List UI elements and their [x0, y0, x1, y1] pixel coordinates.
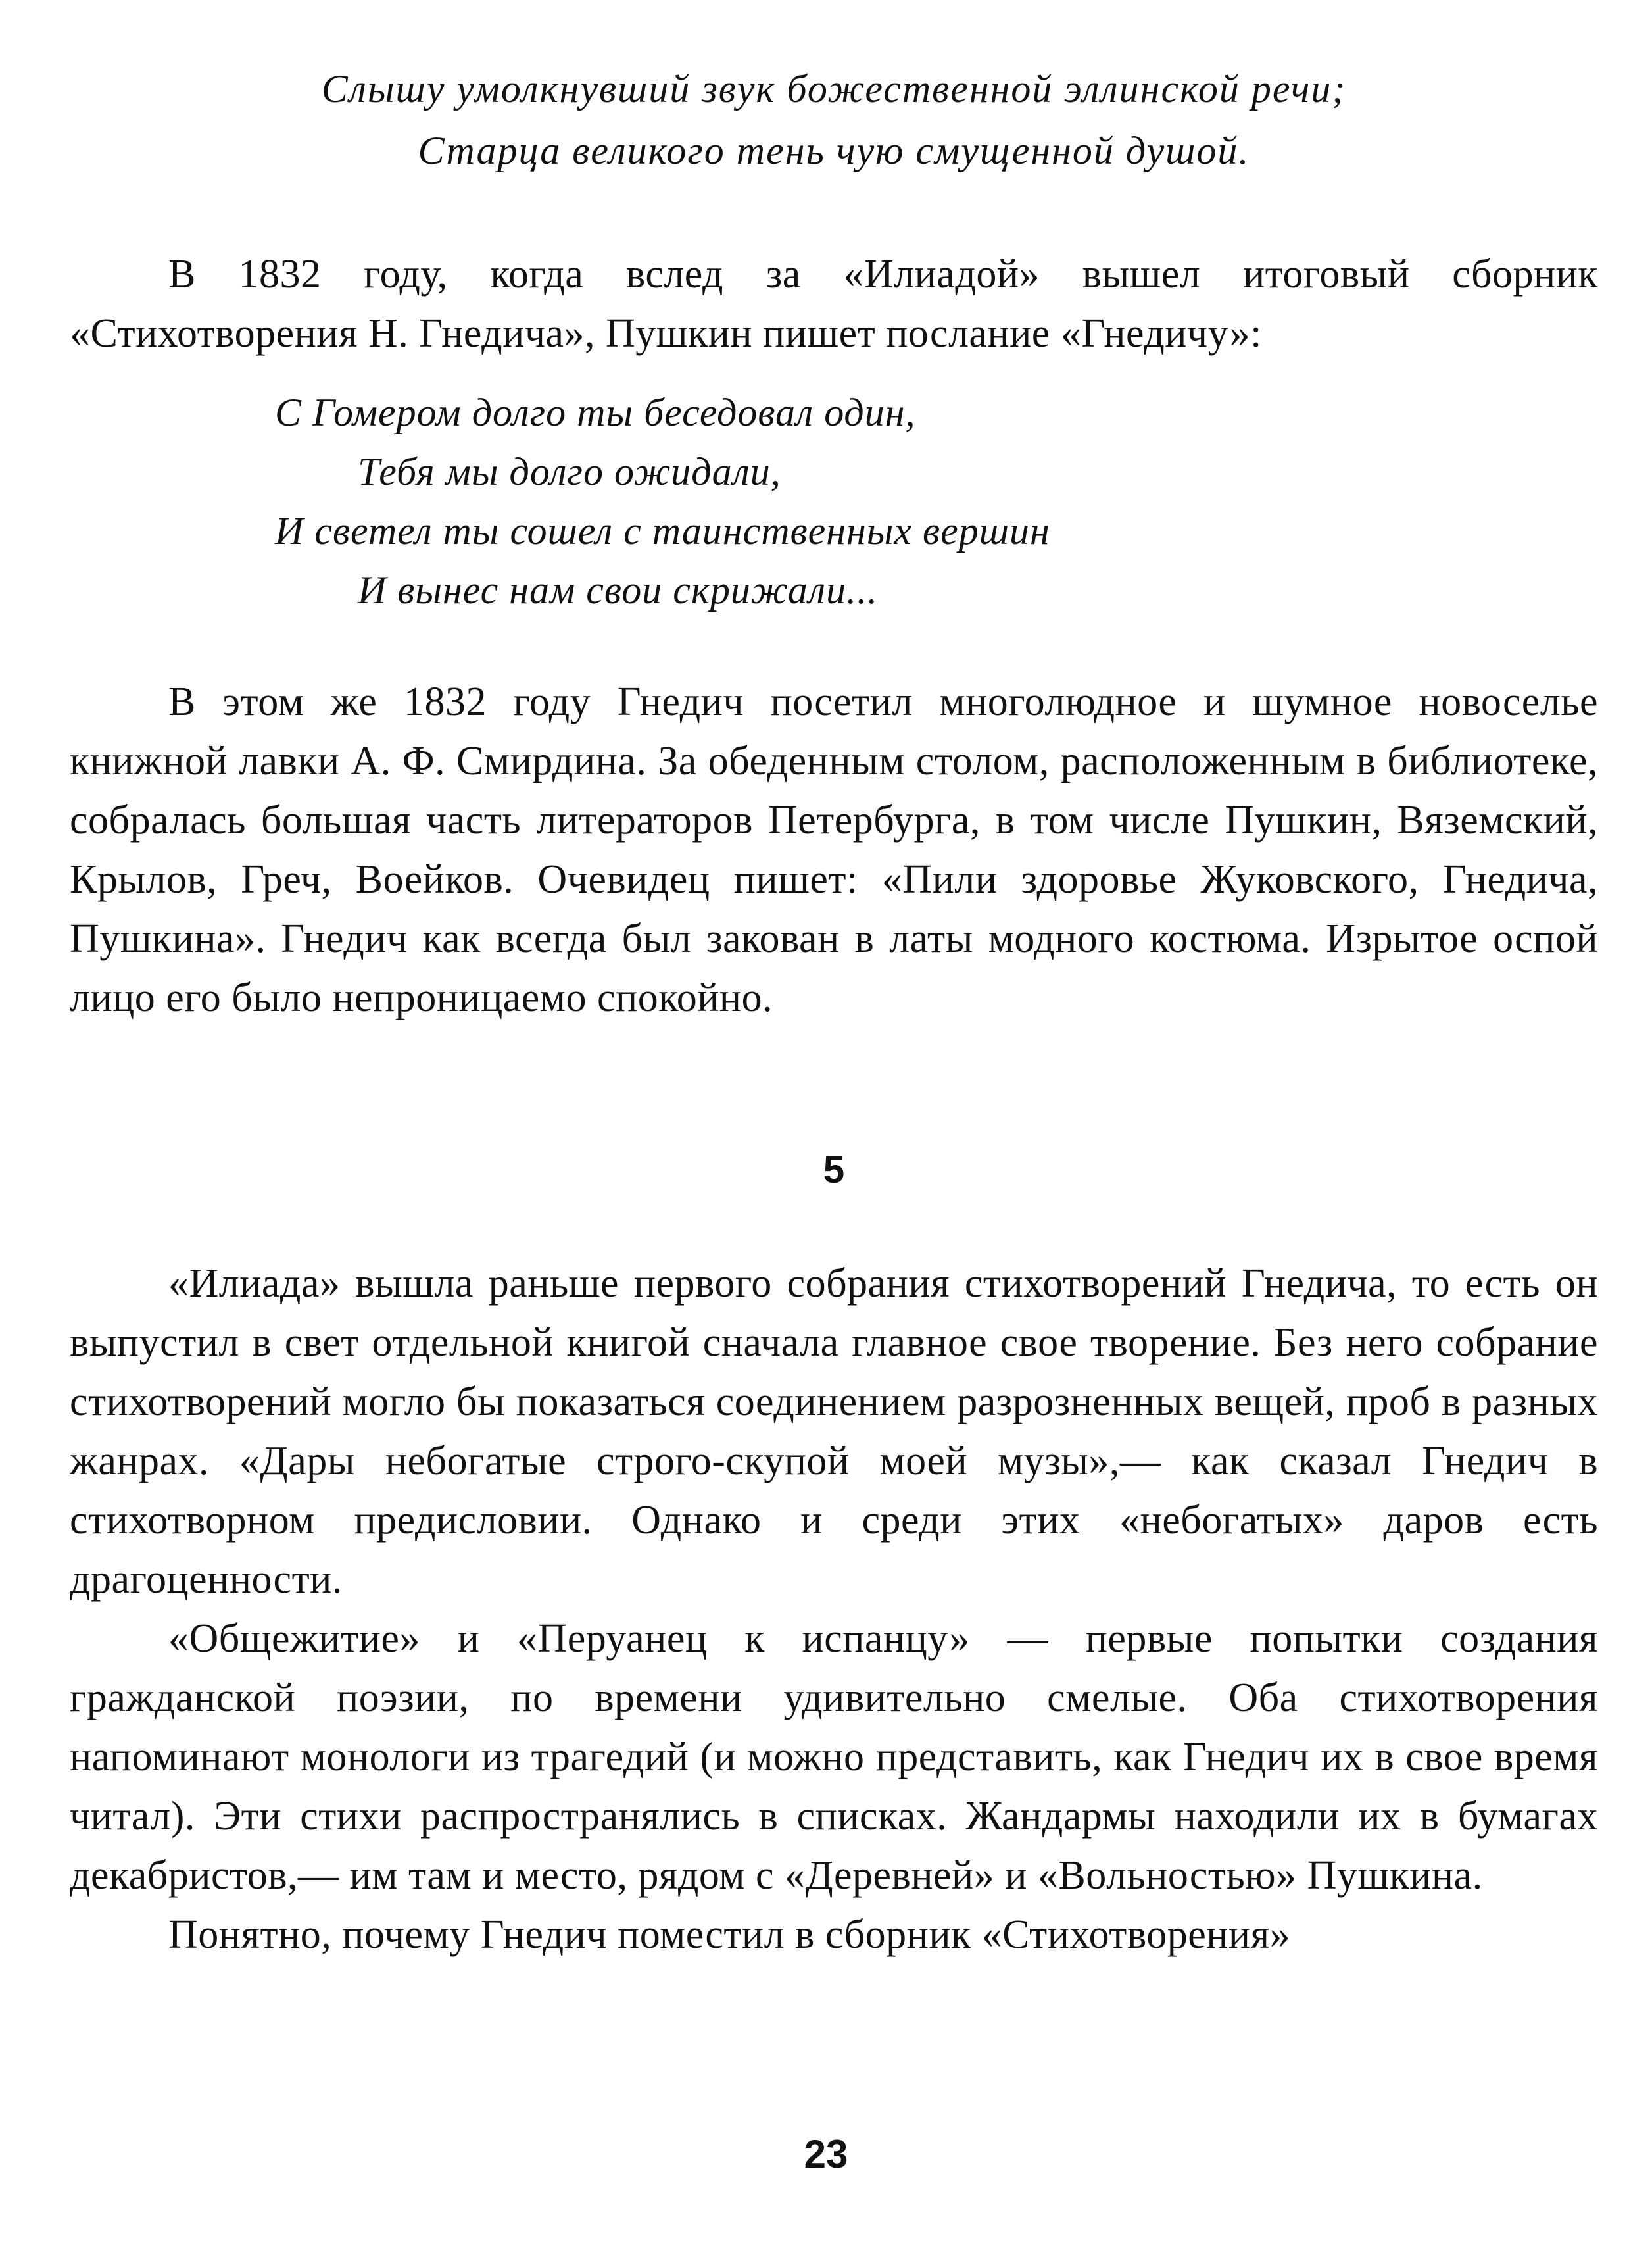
book-page: [70, 58, 1598, 1964]
paragraph: В 1832 году, когда вслед за «Илиадой» вышел итоговый сборник «Стихотворения Н. Гнедича», Пушкин пишет послание «Гнедичу»:: [70, 252, 1598, 356]
epigraph: [70, 58, 1598, 182]
verse-quote: [70, 383, 1598, 620]
paragraph: В этом же 1832 году Гнедич посетил многолюдное и шумное новоселье книжной лавки А. Ф. Смирдина. За обеденным столом, расположенным в библиотеке, собралась большая часть литераторов Петербурга, в том числе Пушкин, Вяземский, Крылов, Греч, Воейков. Очевидец пишет: «Пили здоровье Жуковского, Гнедича, Пушкина». Гнедич как всегда был закован в латы модного костюма. Изрытое оспой лицо его было непроницаемо спокойно.: [70, 680, 1598, 1020]
epigraph-line: Старца великого тень чую смущенной душой.: [418, 129, 1250, 172]
paragraph: «Илиада» вышла раньше первого собрания стихотворений Гнедича, то есть он выпустил в свет отдельной книгой сначала главное свое творение. Без него собрание стихотворений могло бы показаться соединением разрозненных вещей, проб в разных жанрах. «Дары небогатые строго-скупой моей музы»,— как сказал Гнедич в стихотворном предисловии. Однако и среди этих «небогатых» даров есть драгоценности.: [70, 1261, 1598, 1602]
verse-line: С Гомером долго ты беседовал один,: [275, 391, 916, 434]
verse-line: И светел ты сошел с таинственных вершин: [275, 509, 1050, 553]
page-number: 23: [804, 2132, 848, 2176]
paragraph: «Общежитие» и «Перуанец к испанцу» — первые попытки создания гражданской поэзии, по времени удивительно смелые. Оба стихотворения напоминают монологи из трагедий (и можно представить, как Гнедич их в свое время читал). Эти стихи распространялись в списках. Жандармы находили их в бумагах декабристов,— им там и место, рядом с «Деревней» и «Вольностью» Пушкина.: [70, 1616, 1598, 1898]
verse-line: И вынес нам свои скрижали...: [358, 568, 879, 612]
verse-line: Тебя мы долго ожидали,: [358, 450, 781, 493]
paragraph: Понятно, почему Гнедич поместил в сборник «Стихотворения»: [168, 1912, 1291, 1957]
section-number: 5: [823, 1149, 845, 1191]
epigraph-line: Слышу умолкнувший звук божественной эллинской речи;: [321, 67, 1347, 111]
